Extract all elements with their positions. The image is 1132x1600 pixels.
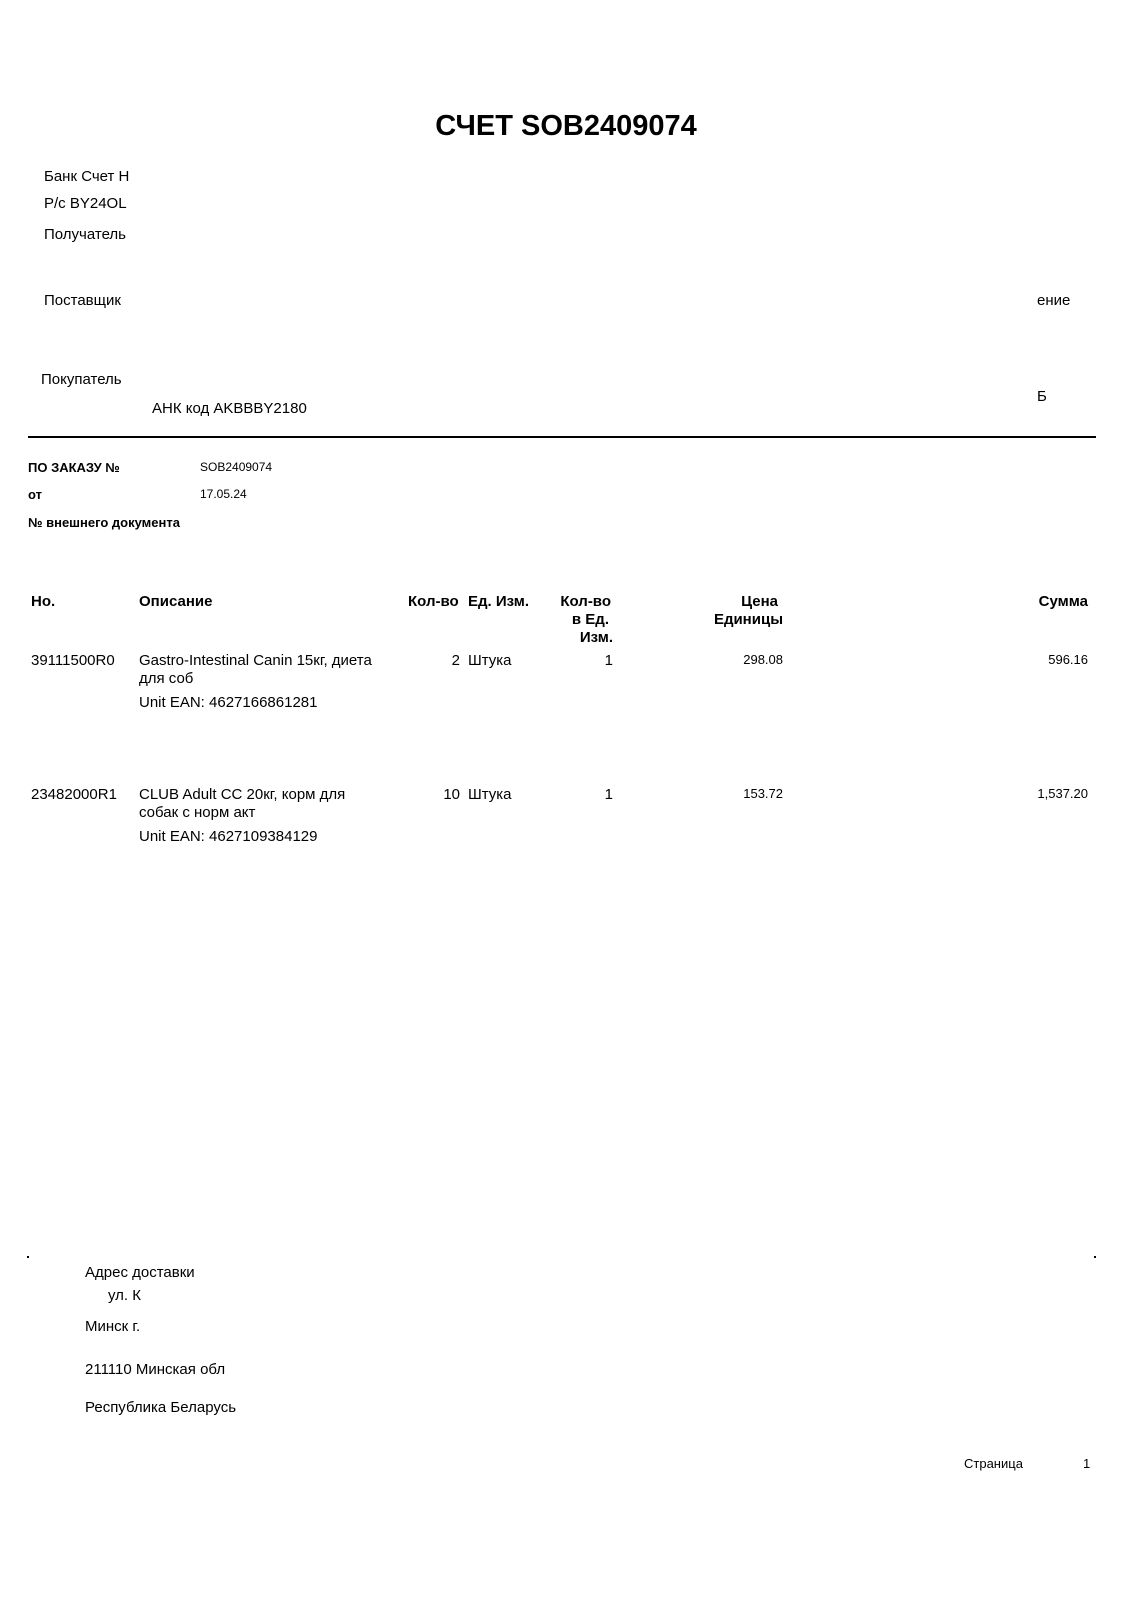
row-description-line1: Gastro-Intestinal Canin 15кг, диета [139, 652, 372, 669]
row-qty: 10 [443, 786, 460, 803]
page-label: Страница [964, 1456, 1023, 1471]
row-unit-price: 153.72 [743, 786, 783, 801]
page-number: 1 [1083, 1456, 1091, 1471]
order-date-value: 17.05.24 [200, 487, 247, 501]
supplier-right-fragment: ение [1037, 292, 1071, 309]
row-item-no: 23482000R1 [31, 786, 117, 803]
delivery-city: Минск г. [85, 1318, 141, 1335]
row-qty-per-unit: 1 [604, 652, 613, 669]
row-description-line2: для соб [139, 670, 194, 687]
row-qty: 2 [451, 652, 460, 669]
row-sum: 596.16 [1048, 652, 1088, 667]
buyer-cutoff-text-crop [152, 400, 332, 417]
bank-account-label: Банк Счет Н [44, 168, 130, 185]
delivery-cutoff-2-crop [85, 1361, 255, 1378]
order-no-value: SOB2409074 [200, 460, 273, 474]
row-description-line1: CLUB Adult CC 20кг, корм для [139, 786, 346, 803]
row-unit: Штука [468, 786, 512, 803]
delivery-cutoff-2: 211110 Минская обл [85, 1361, 226, 1378]
page-dot-right [1094, 1256, 1096, 1258]
col-header-qty-per-unit-2: в Ед. [571, 611, 609, 628]
col-header-unit: Ед. Изм. [468, 593, 529, 610]
invoice-title: СЧЕТ SOB2409074 [435, 110, 697, 142]
row-unit: Штука [468, 652, 512, 669]
col-header-qty-per-unit-3: Изм. [579, 629, 613, 646]
col-header-price-2: Единицы [713, 611, 783, 628]
col-header-no: Но. [31, 593, 56, 610]
col-header-qty: Кол-во [408, 593, 459, 610]
col-header-price-1: Цена [741, 593, 778, 610]
row-item-no: 39111500R0 [31, 652, 115, 669]
delivery-cutoff-1-crop [108, 1287, 141, 1304]
supplier-label: Поставщик [44, 292, 121, 309]
col-header-qty-per-unit-1: Кол-во [560, 593, 611, 610]
external-doc-label: № внешнего документа [28, 515, 180, 530]
delivery-address-label: Адрес доставки [85, 1264, 195, 1281]
page-dot-left [27, 1256, 29, 1258]
buyer-cutoff-text: АНК код AKBBBY2180 [152, 400, 307, 417]
row-sum: 1,537.20 [1037, 786, 1088, 801]
row-ean: Unit EAN: 4627166861281 [139, 694, 318, 711]
order-no-label: ПО ЗАКАЗУ № [28, 460, 120, 475]
recipient-label: Получатель [44, 226, 126, 243]
col-header-sum: Сумма [1038, 593, 1088, 610]
settlement-account-label: Р/с BY24OL [44, 195, 127, 212]
row-ean: Unit EAN: 4627109384129 [139, 828, 318, 845]
buyer-right-fragment: Б [1037, 388, 1047, 405]
row-qty-per-unit: 1 [604, 786, 613, 803]
header-divider [28, 436, 1096, 438]
buyer-label: Покупатель [41, 371, 122, 388]
col-header-description: Описание [139, 593, 213, 610]
delivery-country: Республика Беларусь [85, 1399, 237, 1416]
row-unit-price: 298.08 [743, 652, 783, 667]
order-date-label: от [28, 487, 42, 502]
delivery-cutoff-1: ул. К [108, 1287, 141, 1304]
row-description-line2: собак с норм акт [139, 804, 256, 821]
